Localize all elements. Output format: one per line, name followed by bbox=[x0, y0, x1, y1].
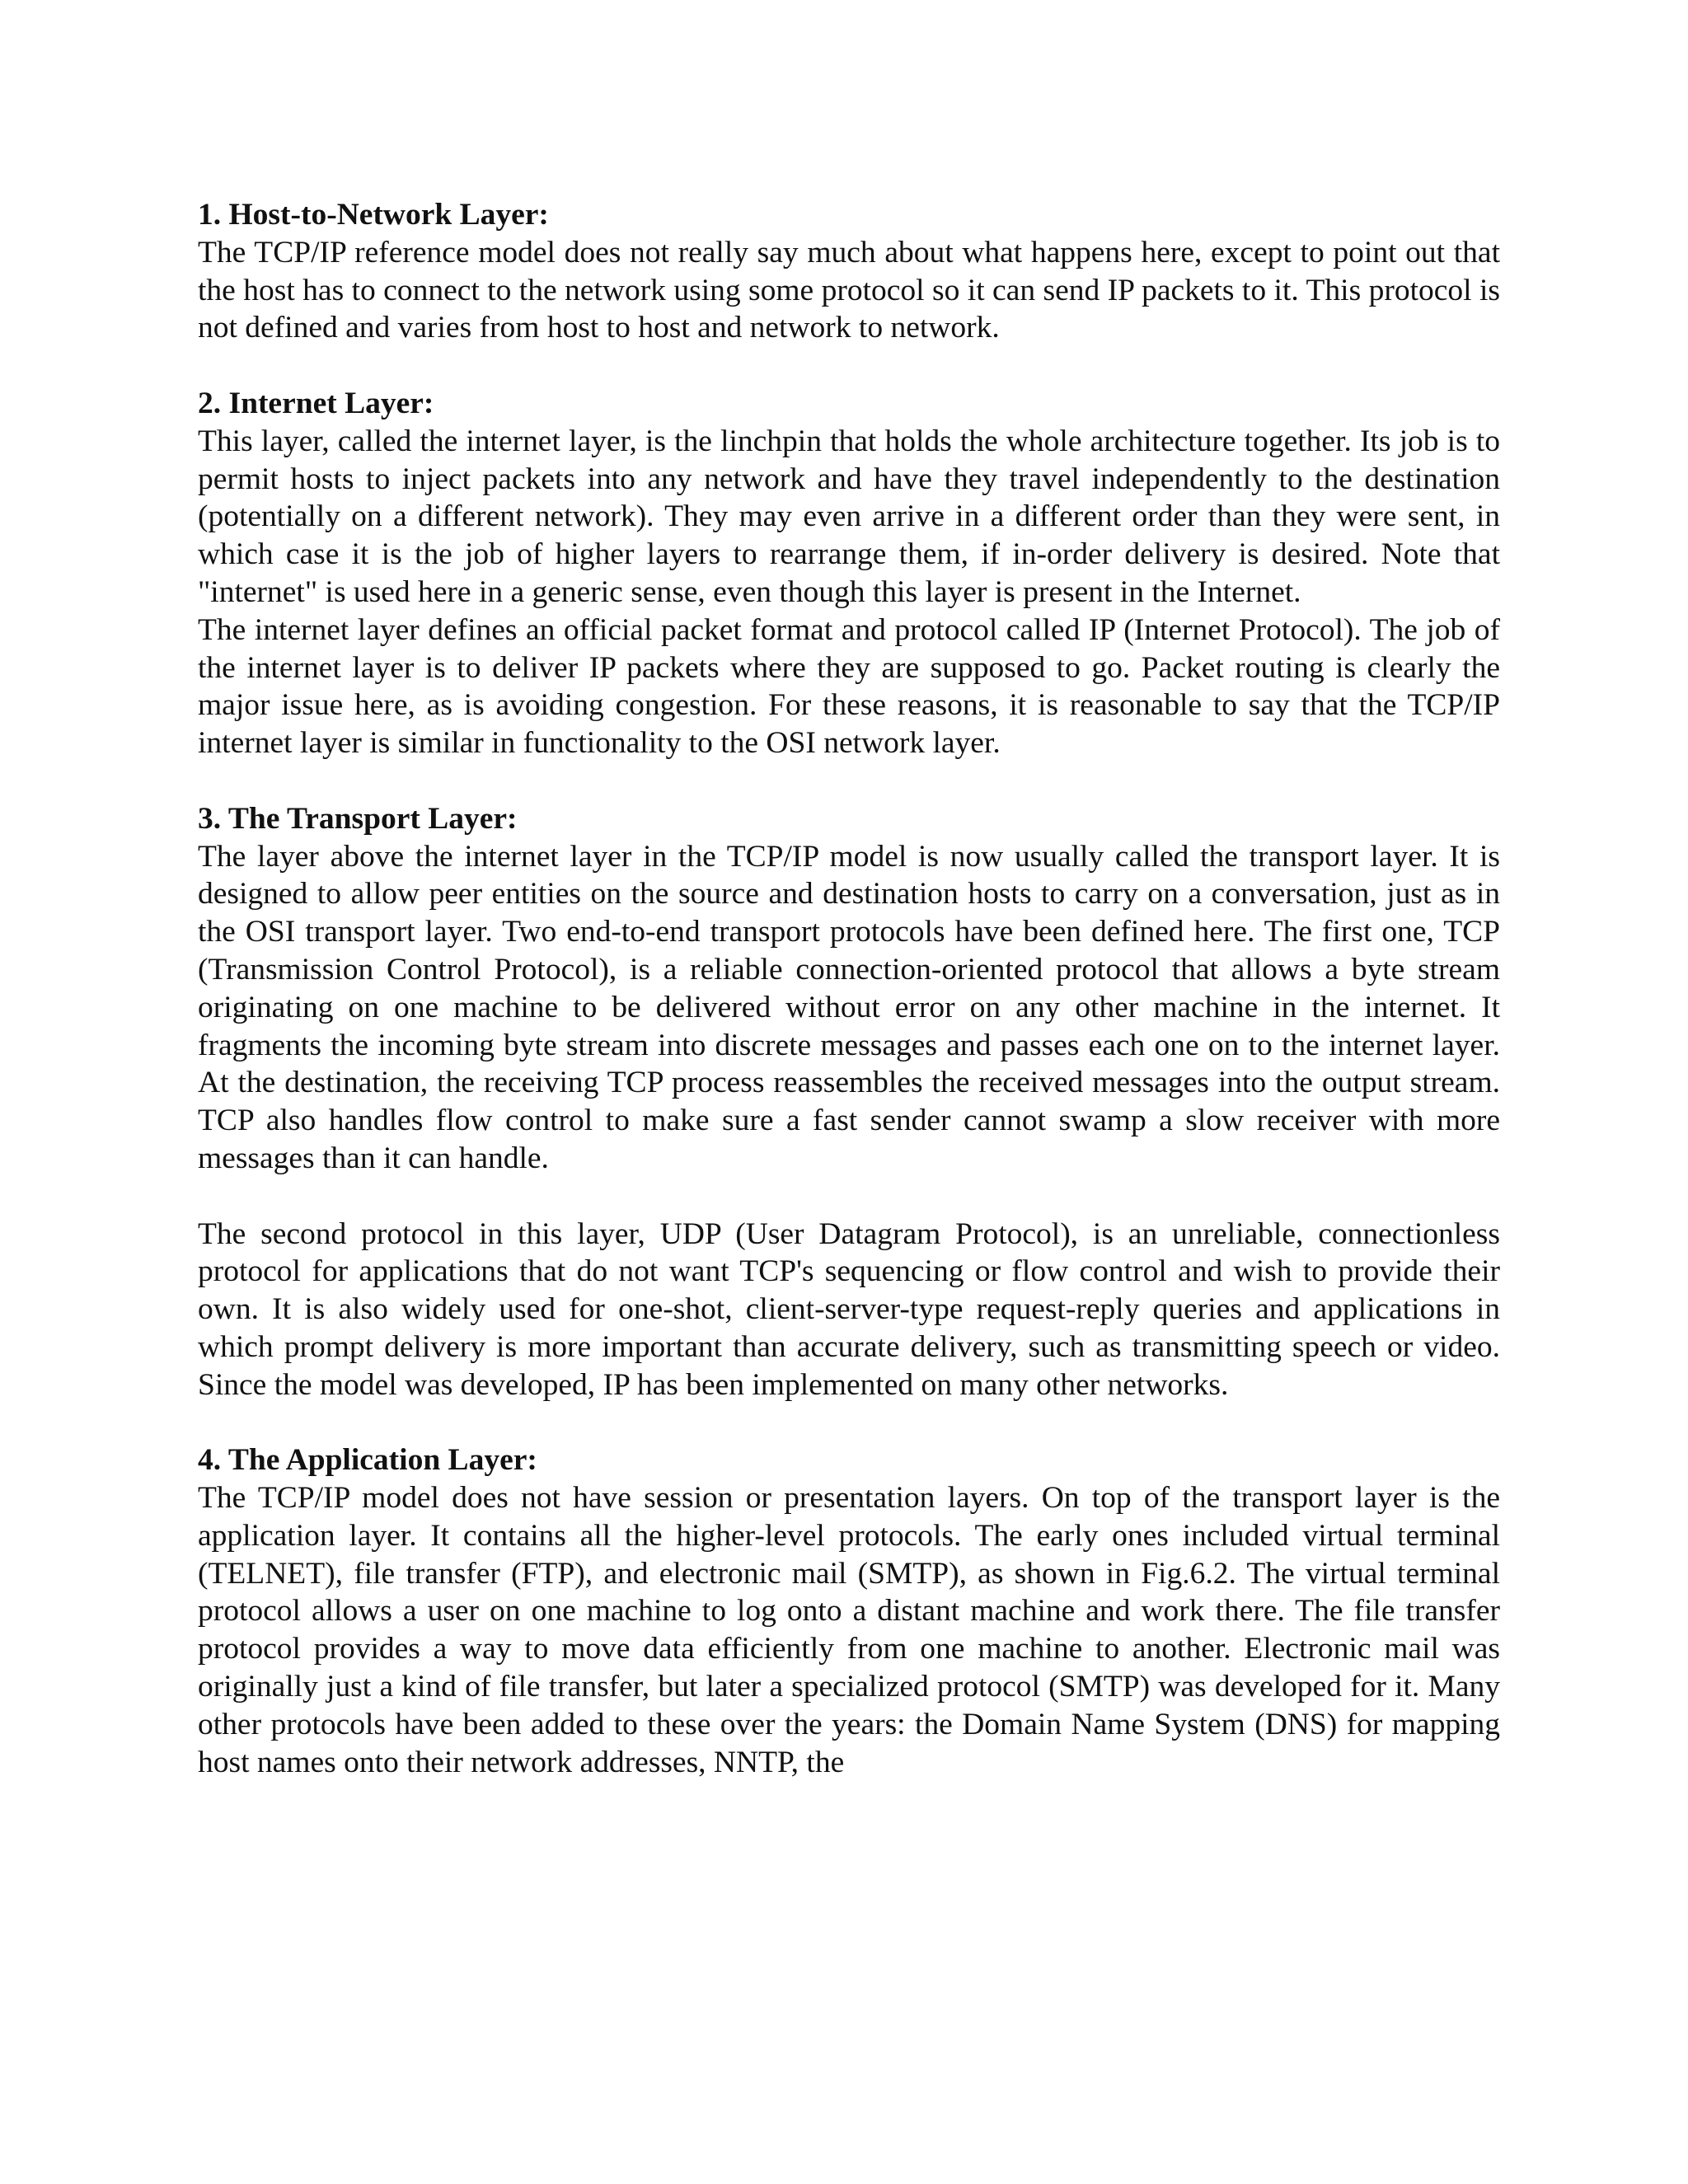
paragraph: The layer above the internet layer in the TCP/IP model is now usually called the transport layer. It is designed to allow peer entities on the source and destination hosts to carry on a conversation, just as in the OSI transport layer. Two end-to-end transport protocols have been defined here. The first one, TCP (Transmission Control Protocol), is a reliable connection-oriented protocol that allows a byte stream originating on one machine to be delivered without error on any other machine in the internet. It fragments the incoming byte stream into discrete messages and passes each one on to the internet layer. At the destination, the receiving TCP process reassembles the received messages into the output stream. TCP also handles flow control to make sure a fast sender cannot swamp a slow receiver with more messages than it can handle. bbox=[198, 839, 1500, 1175]
section-application-layer bbox=[198, 1441, 1500, 1781]
paragraph: The internet layer defines an official packet format and protocol called IP (Internet Protocol). The job of the internet layer is to deliver IP packets where they are supposed to go. Packet routing is clearly the major issue here, as is avoiding congestion. For these reasons, it is reasonable to say that the TCP/IP internet layer is similar in functionality to the OSI network layer. bbox=[198, 612, 1500, 761]
section-heading: 2. Internet Layer: bbox=[198, 386, 434, 420]
document-page bbox=[198, 196, 1500, 1781]
section-heading: 4. The Application Layer: bbox=[198, 1443, 537, 1478]
section-transport-layer bbox=[198, 800, 1500, 1404]
paragraph: The second protocol in this layer, UDP (User Datagram Protocol), is an unreliable, connectionless protocol for applications that do not want TCP's sequencing or flow control and wish to provide their own. It is also widely used for one-shot, client-server-type request-reply queries and applications in which prompt delivery is more important than accurate delivery, such as transmitting speech or video. Since the model was developed, IP has been implemented on many other networks. bbox=[198, 1216, 1500, 1402]
paragraph: The TCP/IP model does not have session or presentation layers. On top of the transport layer is the application layer. It contains all the higher-level protocols. The early ones included virtual terminal (TELNET), file transfer (FTP), and electronic mail (SMTP), as shown in Fig.6.2. The virtual terminal protocol allows a user on one machine to log onto a distant machine and work there. The file transfer protocol provides a way to move data efficiently from one machine to another. Electronic mail was originally just a kind of file transfer, but later a specialized protocol (SMTP) was developed for it. Many other protocols have been added to these over the years: the Domain Name System (DNS) for mapping host names onto their network addresses, NNTP, the bbox=[198, 1481, 1500, 1779]
paragraph: The TCP/IP reference model does not really say much about what happens here, except to point out that the host has to connect to the network using some protocol so it can send IP packets to it. This protocol is not defined and varies from host to host and network to network. bbox=[198, 235, 1500, 345]
section-internet-layer bbox=[198, 385, 1500, 762]
section-heading: 1. Host-to-Network Layer: bbox=[198, 198, 549, 232]
section-heading: 3. The Transport Layer: bbox=[198, 801, 518, 836]
paragraph: This layer, called the internet layer, is the linchpin that holds the whole architecture together. Its job is to permit hosts to inject packets into any network and have they travel independently to the destination (potentially on a different network). They may even arrive in a different order than they were sent, in which case it is the job of higher layers to rearrange them, if in-order delivery is desired. Note that "internet" is used here in a generic sense, even though this layer is present in the Internet. bbox=[198, 424, 1500, 609]
section-host-to-network bbox=[198, 196, 1500, 347]
